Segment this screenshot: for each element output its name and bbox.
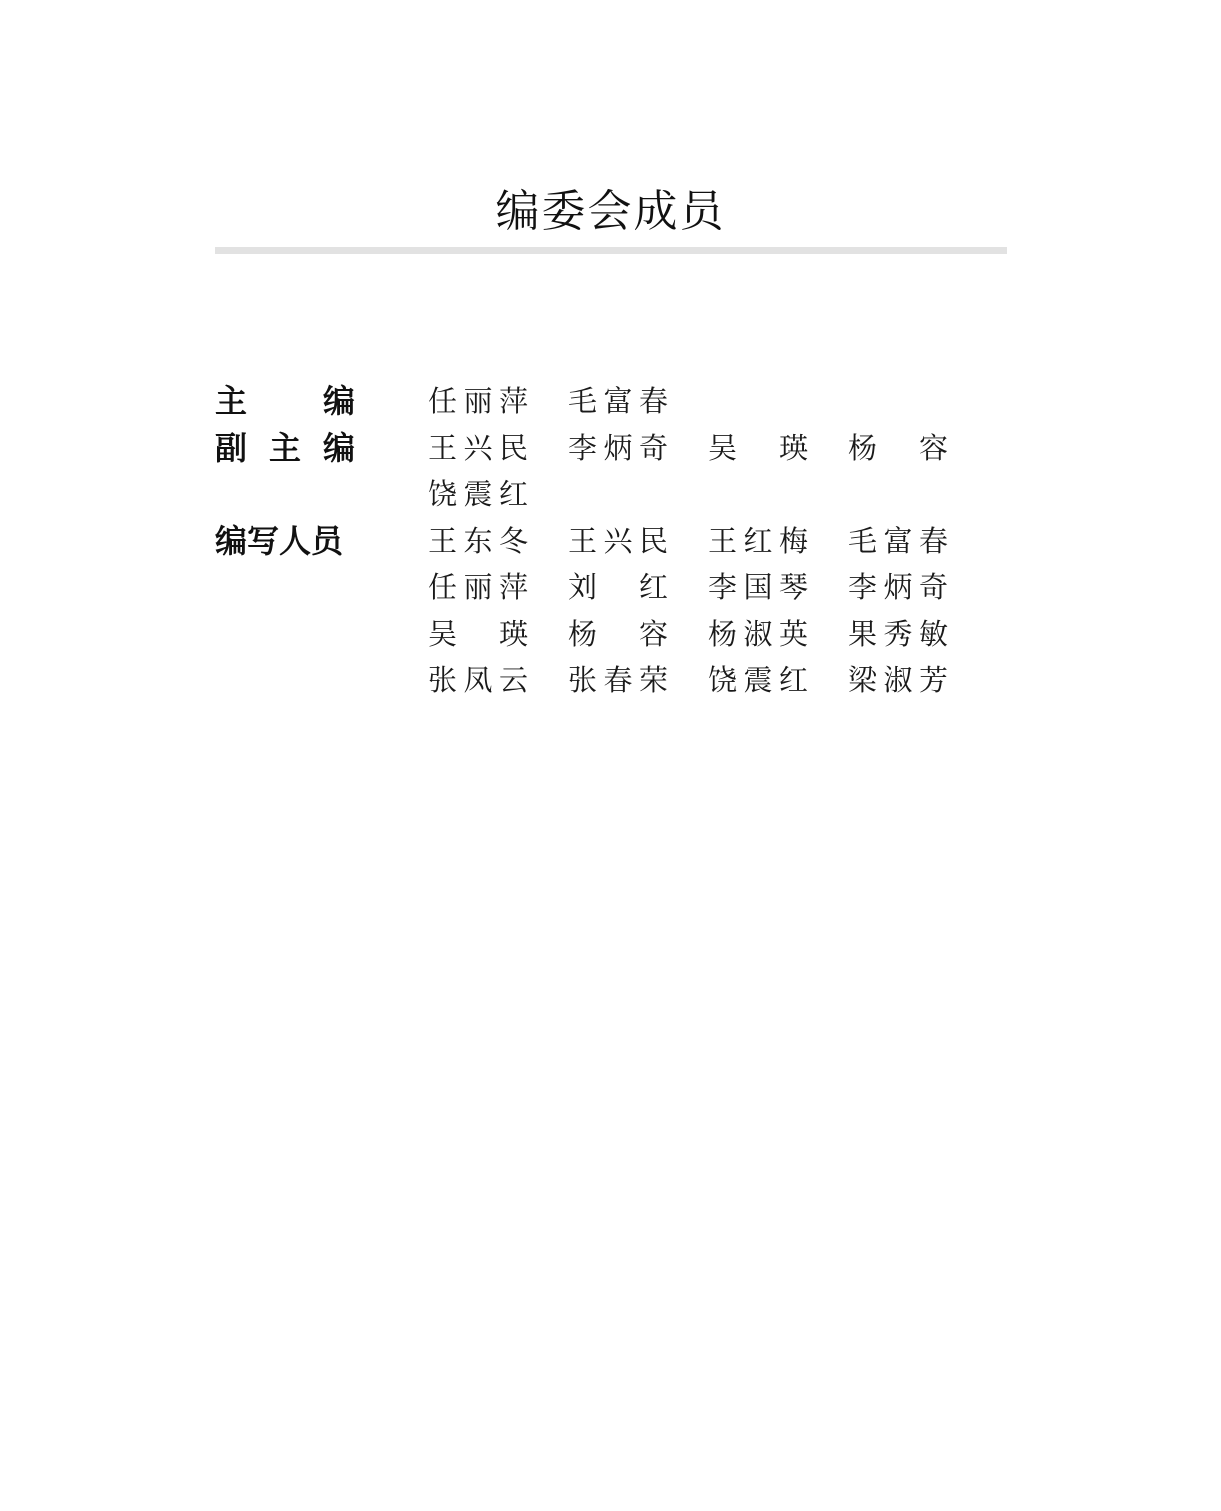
editorial-board-roster bbox=[215, 378, 975, 704]
member-name-char: 刘 bbox=[568, 570, 598, 604]
member-name-char: 杨 bbox=[708, 616, 738, 651]
member-names bbox=[428, 425, 948, 518]
member-name-char: 震 bbox=[743, 663, 773, 697]
member-name-char: 梁 bbox=[848, 663, 878, 697]
member-name bbox=[708, 611, 808, 658]
member-name-char: 李 bbox=[848, 570, 878, 604]
member-name-char: 琴 bbox=[778, 570, 808, 604]
roster-group bbox=[215, 518, 975, 704]
member-name-char: 任 bbox=[428, 384, 458, 418]
member-name-char: 吴 bbox=[428, 616, 458, 651]
role-label bbox=[215, 425, 355, 471]
member-name-char: 瑛 bbox=[498, 616, 528, 651]
member-name-char: 李 bbox=[568, 430, 598, 465]
member-name-char: 兴 bbox=[463, 430, 493, 465]
member-name-char: 春 bbox=[918, 523, 948, 558]
member-name bbox=[428, 378, 528, 425]
member-name bbox=[428, 425, 528, 472]
member-name-char: 秀 bbox=[883, 616, 913, 651]
member-name-char: 兴 bbox=[603, 523, 633, 558]
member-name bbox=[568, 611, 668, 658]
role-label-char: 副 bbox=[215, 428, 248, 467]
member-name bbox=[848, 657, 948, 704]
member-name-char: 吴 bbox=[708, 430, 738, 465]
page-title: 编委会成员 bbox=[495, 186, 726, 237]
member-name-char: 云 bbox=[498, 663, 528, 697]
member-name-char: 饶 bbox=[708, 663, 738, 697]
member-name-char: 东 bbox=[463, 523, 493, 558]
member-name-char: 萍 bbox=[498, 384, 528, 418]
member-name-char: 红 bbox=[498, 477, 528, 511]
member-name bbox=[568, 425, 668, 472]
member-name-char: 英 bbox=[778, 616, 808, 651]
member-name bbox=[568, 657, 668, 704]
member-name-char: 容 bbox=[638, 616, 668, 651]
role-label-char: 编 bbox=[322, 382, 355, 420]
member-name-char: 凤 bbox=[463, 663, 493, 697]
member-name-char: 梅 bbox=[778, 523, 808, 558]
member-name-char: 炳 bbox=[603, 430, 633, 465]
member-name-char: 萍 bbox=[498, 570, 528, 604]
role-label bbox=[215, 378, 355, 424]
role-label-char: 编 bbox=[322, 428, 355, 467]
member-name-char: 毛 bbox=[848, 523, 878, 558]
member-name-char: 震 bbox=[463, 477, 493, 511]
title-underline bbox=[215, 247, 1007, 254]
member-name-char: 果 bbox=[848, 616, 878, 651]
member-name-char: 任 bbox=[428, 570, 458, 604]
role-label-char: 主 bbox=[268, 428, 301, 467]
member-name-char: 荣 bbox=[638, 663, 668, 697]
member-name-char: 王 bbox=[428, 523, 458, 558]
member-name bbox=[708, 518, 808, 565]
member-name-char: 春 bbox=[638, 384, 668, 418]
member-name bbox=[568, 518, 668, 565]
member-name-char: 奇 bbox=[918, 570, 948, 604]
member-name bbox=[848, 564, 948, 611]
member-name bbox=[428, 564, 528, 611]
member-name-char: 容 bbox=[918, 430, 948, 465]
member-name-char: 丽 bbox=[463, 570, 493, 604]
member-name bbox=[708, 425, 808, 472]
member-name-char: 瑛 bbox=[778, 430, 808, 465]
member-name-char: 丽 bbox=[463, 384, 493, 418]
member-name-char: 杨 bbox=[848, 430, 878, 465]
member-name-char: 红 bbox=[743, 523, 773, 558]
member-name-char: 张 bbox=[568, 663, 598, 697]
member-name-char: 富 bbox=[603, 384, 633, 418]
member-name-char: 淑 bbox=[883, 663, 913, 697]
member-name-char: 冬 bbox=[498, 523, 528, 558]
member-name bbox=[568, 378, 668, 425]
member-name bbox=[428, 471, 528, 518]
member-name-char: 杨 bbox=[568, 616, 598, 651]
member-name-char: 王 bbox=[568, 523, 598, 558]
member-name-char: 王 bbox=[428, 430, 458, 465]
member-name bbox=[848, 425, 948, 472]
member-name-char: 民 bbox=[638, 523, 668, 558]
member-name-char: 饶 bbox=[428, 477, 458, 511]
member-name-char: 红 bbox=[638, 570, 668, 604]
member-name bbox=[848, 518, 948, 565]
role-label-char: 主 bbox=[215, 382, 248, 420]
member-name bbox=[428, 657, 528, 704]
member-name bbox=[848, 611, 948, 658]
member-name-char: 炳 bbox=[883, 570, 913, 604]
member-name bbox=[428, 518, 528, 565]
member-name-char: 王 bbox=[708, 523, 738, 558]
member-name bbox=[568, 564, 668, 611]
roster-group bbox=[215, 425, 975, 518]
member-name-char: 淑 bbox=[743, 616, 773, 651]
member-name-char: 红 bbox=[778, 663, 808, 697]
member-name-char: 毛 bbox=[568, 384, 598, 418]
role-label: 编写人员 bbox=[215, 521, 344, 560]
member-name bbox=[428, 611, 528, 658]
member-name-char: 春 bbox=[603, 663, 633, 697]
member-name-char: 李 bbox=[708, 570, 738, 604]
member-name bbox=[708, 657, 808, 704]
member-name-char: 奇 bbox=[638, 430, 668, 465]
member-name-char: 张 bbox=[428, 663, 458, 697]
member-name bbox=[708, 564, 808, 611]
member-name-char: 民 bbox=[498, 430, 528, 465]
member-names bbox=[428, 378, 948, 425]
member-name-char: 芳 bbox=[918, 663, 948, 697]
roster-group bbox=[215, 378, 975, 425]
member-name-char: 敏 bbox=[918, 616, 948, 651]
member-name-char: 富 bbox=[883, 523, 913, 558]
member-names bbox=[428, 518, 948, 704]
member-name-char: 国 bbox=[743, 570, 773, 604]
